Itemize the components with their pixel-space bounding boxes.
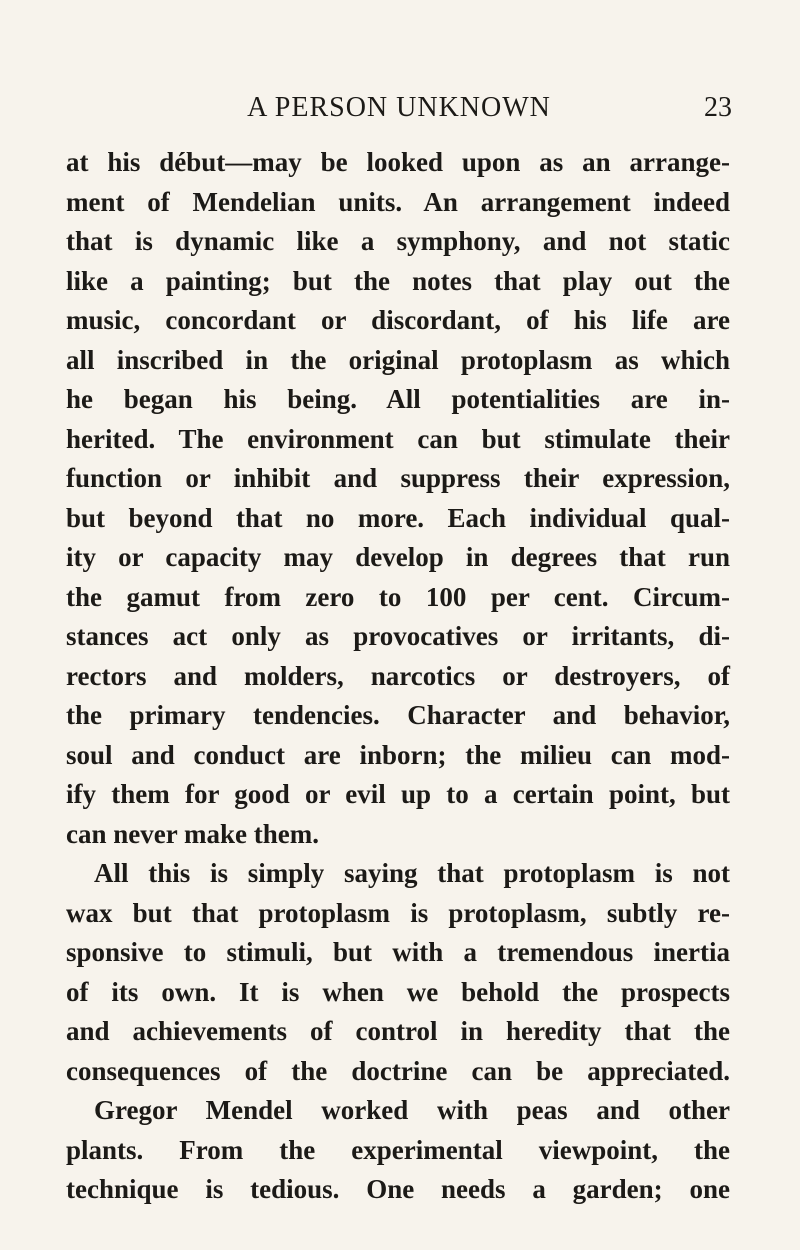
text-line: like a painting; but the notes that play out the [66, 265, 730, 296]
text-line: wax but that protoplasm is protoplasm, subtly re- [66, 897, 730, 928]
text-line: ment of Mendelian units. An arrangement indeed [66, 186, 730, 217]
text-line: that is dynamic like a symphony, and not static [66, 226, 730, 256]
text-line: technique is tedious. One needs a garden; one [66, 1174, 730, 1204]
text-line: ify them for good or evil up to a certain point, but [66, 779, 730, 809]
text-line: Gregor Mendel worked with peas and other [94, 1095, 730, 1125]
text-line: consequences of the doctrine can be appreciated. [66, 1055, 730, 1086]
text-line: he began his being. All potentialities are in- [66, 384, 730, 414]
text-line: the primary tendencies. Character and behavior, [66, 700, 730, 730]
running-title: A PERSON UNKNOWN [247, 92, 551, 123]
text-line: ity or capacity may develop in degrees that run [66, 542, 730, 572]
text-line: sponsive to stimuli, but with a tremendous inertia [66, 937, 730, 967]
body-text [66, 143, 730, 1210]
text-line: the gamut from zero to 100 per cent. Circum- [66, 581, 730, 612]
text-line: herited. The environment can but stimulate their [66, 423, 730, 454]
text-line: rectors and molders, narcotics or destroyers, of [66, 660, 730, 691]
text-line: of its own. It is when we behold the prospects [66, 976, 730, 1007]
text-line: function or inhibit and suppress their expression, [66, 463, 730, 493]
text-line: at his début—may be looked upon as an arrange- [66, 147, 730, 177]
text-line: soul and conduct are inborn; the milieu can mod- [66, 739, 730, 770]
text-line: music, concordant or discordant, of his life are [66, 305, 730, 335]
text-line: can never make them. [66, 818, 319, 849]
text-line: but beyond that no more. Each individual qual- [66, 502, 730, 533]
page-number: 23 [704, 92, 732, 123]
text-line: plants. From the experimental viewpoint, the [66, 1134, 730, 1165]
text-line: and achievements of control in heredity that the [66, 1016, 730, 1046]
text-line: All this is simply saying that protoplasm is not [94, 858, 730, 888]
text-line: all inscribed in the original protoplasm as which [66, 344, 730, 375]
running-head [66, 88, 732, 128]
text-line: stances act only as provocatives or irritants, di- [66, 621, 730, 651]
